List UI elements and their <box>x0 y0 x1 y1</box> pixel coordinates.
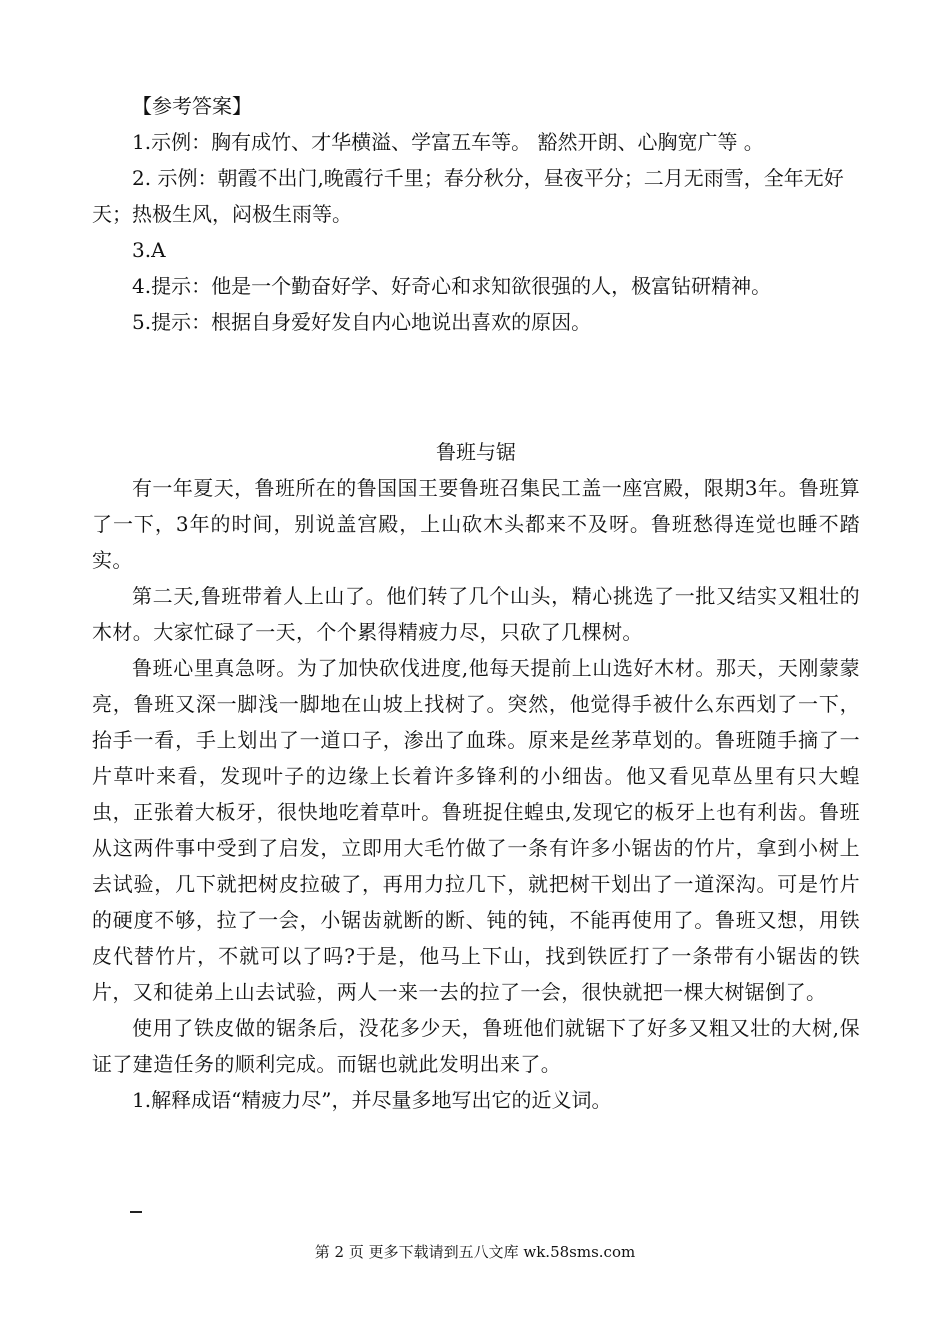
answer-item-2: 2. 示例：朝霞不出门,晚霞行千里；春分秋分，昼夜平分；二月无雨雪，全年无好天；热极生风，闷极生雨等。 <box>92 166 844 226</box>
answer-item-5: 5.提示：根据自身爱好发自内心地说出喜欢的原因。 <box>132 310 592 334</box>
answers-heading: 【参考答案】 <box>132 94 252 118</box>
reference-answers <box>92 88 860 340</box>
article-title: 鲁班与锯 <box>436 440 516 464</box>
answer-item-3: 3.A <box>132 238 166 262</box>
answer-item-4: 4.提示：他是一个勤奋好学、好奇心和求知欲很强的人，极富钻研精神。 <box>132 274 772 298</box>
article <box>92 434 860 1118</box>
document-page <box>92 88 860 1118</box>
answer-blank-line <box>130 1211 142 1213</box>
article-paragraph-4: 使用了铁皮做的锯条后，没花多少天，鲁班他们就锯下了好多又粗又壮的大树,保证了建造任务的顺利完成。而锯也就此发明出来了。 <box>92 1016 860 1076</box>
question-1: 1.解释成语“精疲力尽”，并尽量多地写出它的近义词。 <box>132 1088 612 1112</box>
article-paragraph-2: 第二天,鲁班带着人上山了。他们转了几个山头，精心挑选了一批又结实又粗壮的木材。大家忙碌了一天，个个累得精疲力尽，只砍了几棵树。 <box>92 584 860 644</box>
page-footer: 第 2 页 更多下载请到五八文库 wk.58sms.com <box>314 1243 636 1261</box>
section-gap <box>92 340 860 434</box>
answer-item-1: 1.示例：胸有成竹、才华横溢、学富五车等。 豁然开朗、心胸宽广等 。 <box>132 130 764 154</box>
article-paragraph-1: 有一年夏天，鲁班所在的鲁国国王要鲁班召集民工盖一座宫殿，限期3年。鲁班算了一下，3年的时间，别说盖宫殿，上山砍木头都来不及呀。鲁班愁得连觉也睡不踏实。 <box>92 476 860 572</box>
article-paragraph-3: 鲁班心里真急呀。为了加快砍伐进度,他每天提前上山选好木材。那天，天刚蒙蒙亮，鲁班又深一脚浅一脚地在山坡上找树了。突然，他觉得手被什么东西划了一下，抬手一看，手上划出了一道口子，渗出了血珠。原来是丝茅草划的。鲁班随手摘了一片草叶来看，发现叶子的边缘上长着许多锋利的小细齿。他又看见草丛里有只大蝗虫，正张着大板牙，很快地吃着草叶。鲁班捉住蝗虫,发现它的板牙上也有利齿。鲁班从这两件事中受到了启发，立即用大毛竹做了一条有许多小锯齿的竹片，拿到小树上去试验，几下就把树皮拉破了，再用力拉几下，就把树干划出了一道深沟。可是竹片的硬度不够，拉了一会，小锯齿就断的断、钝的钝，不能再使用了。鲁班又想，用铁皮代替竹片，不就可以了吗?于是，他马上下山，找到铁匠打了一条带有小锯齿的铁片，又和徒弟上山去试验，两人一来一去的拉了一会，很快就把一棵大树锯倒了。 <box>92 656 860 1004</box>
